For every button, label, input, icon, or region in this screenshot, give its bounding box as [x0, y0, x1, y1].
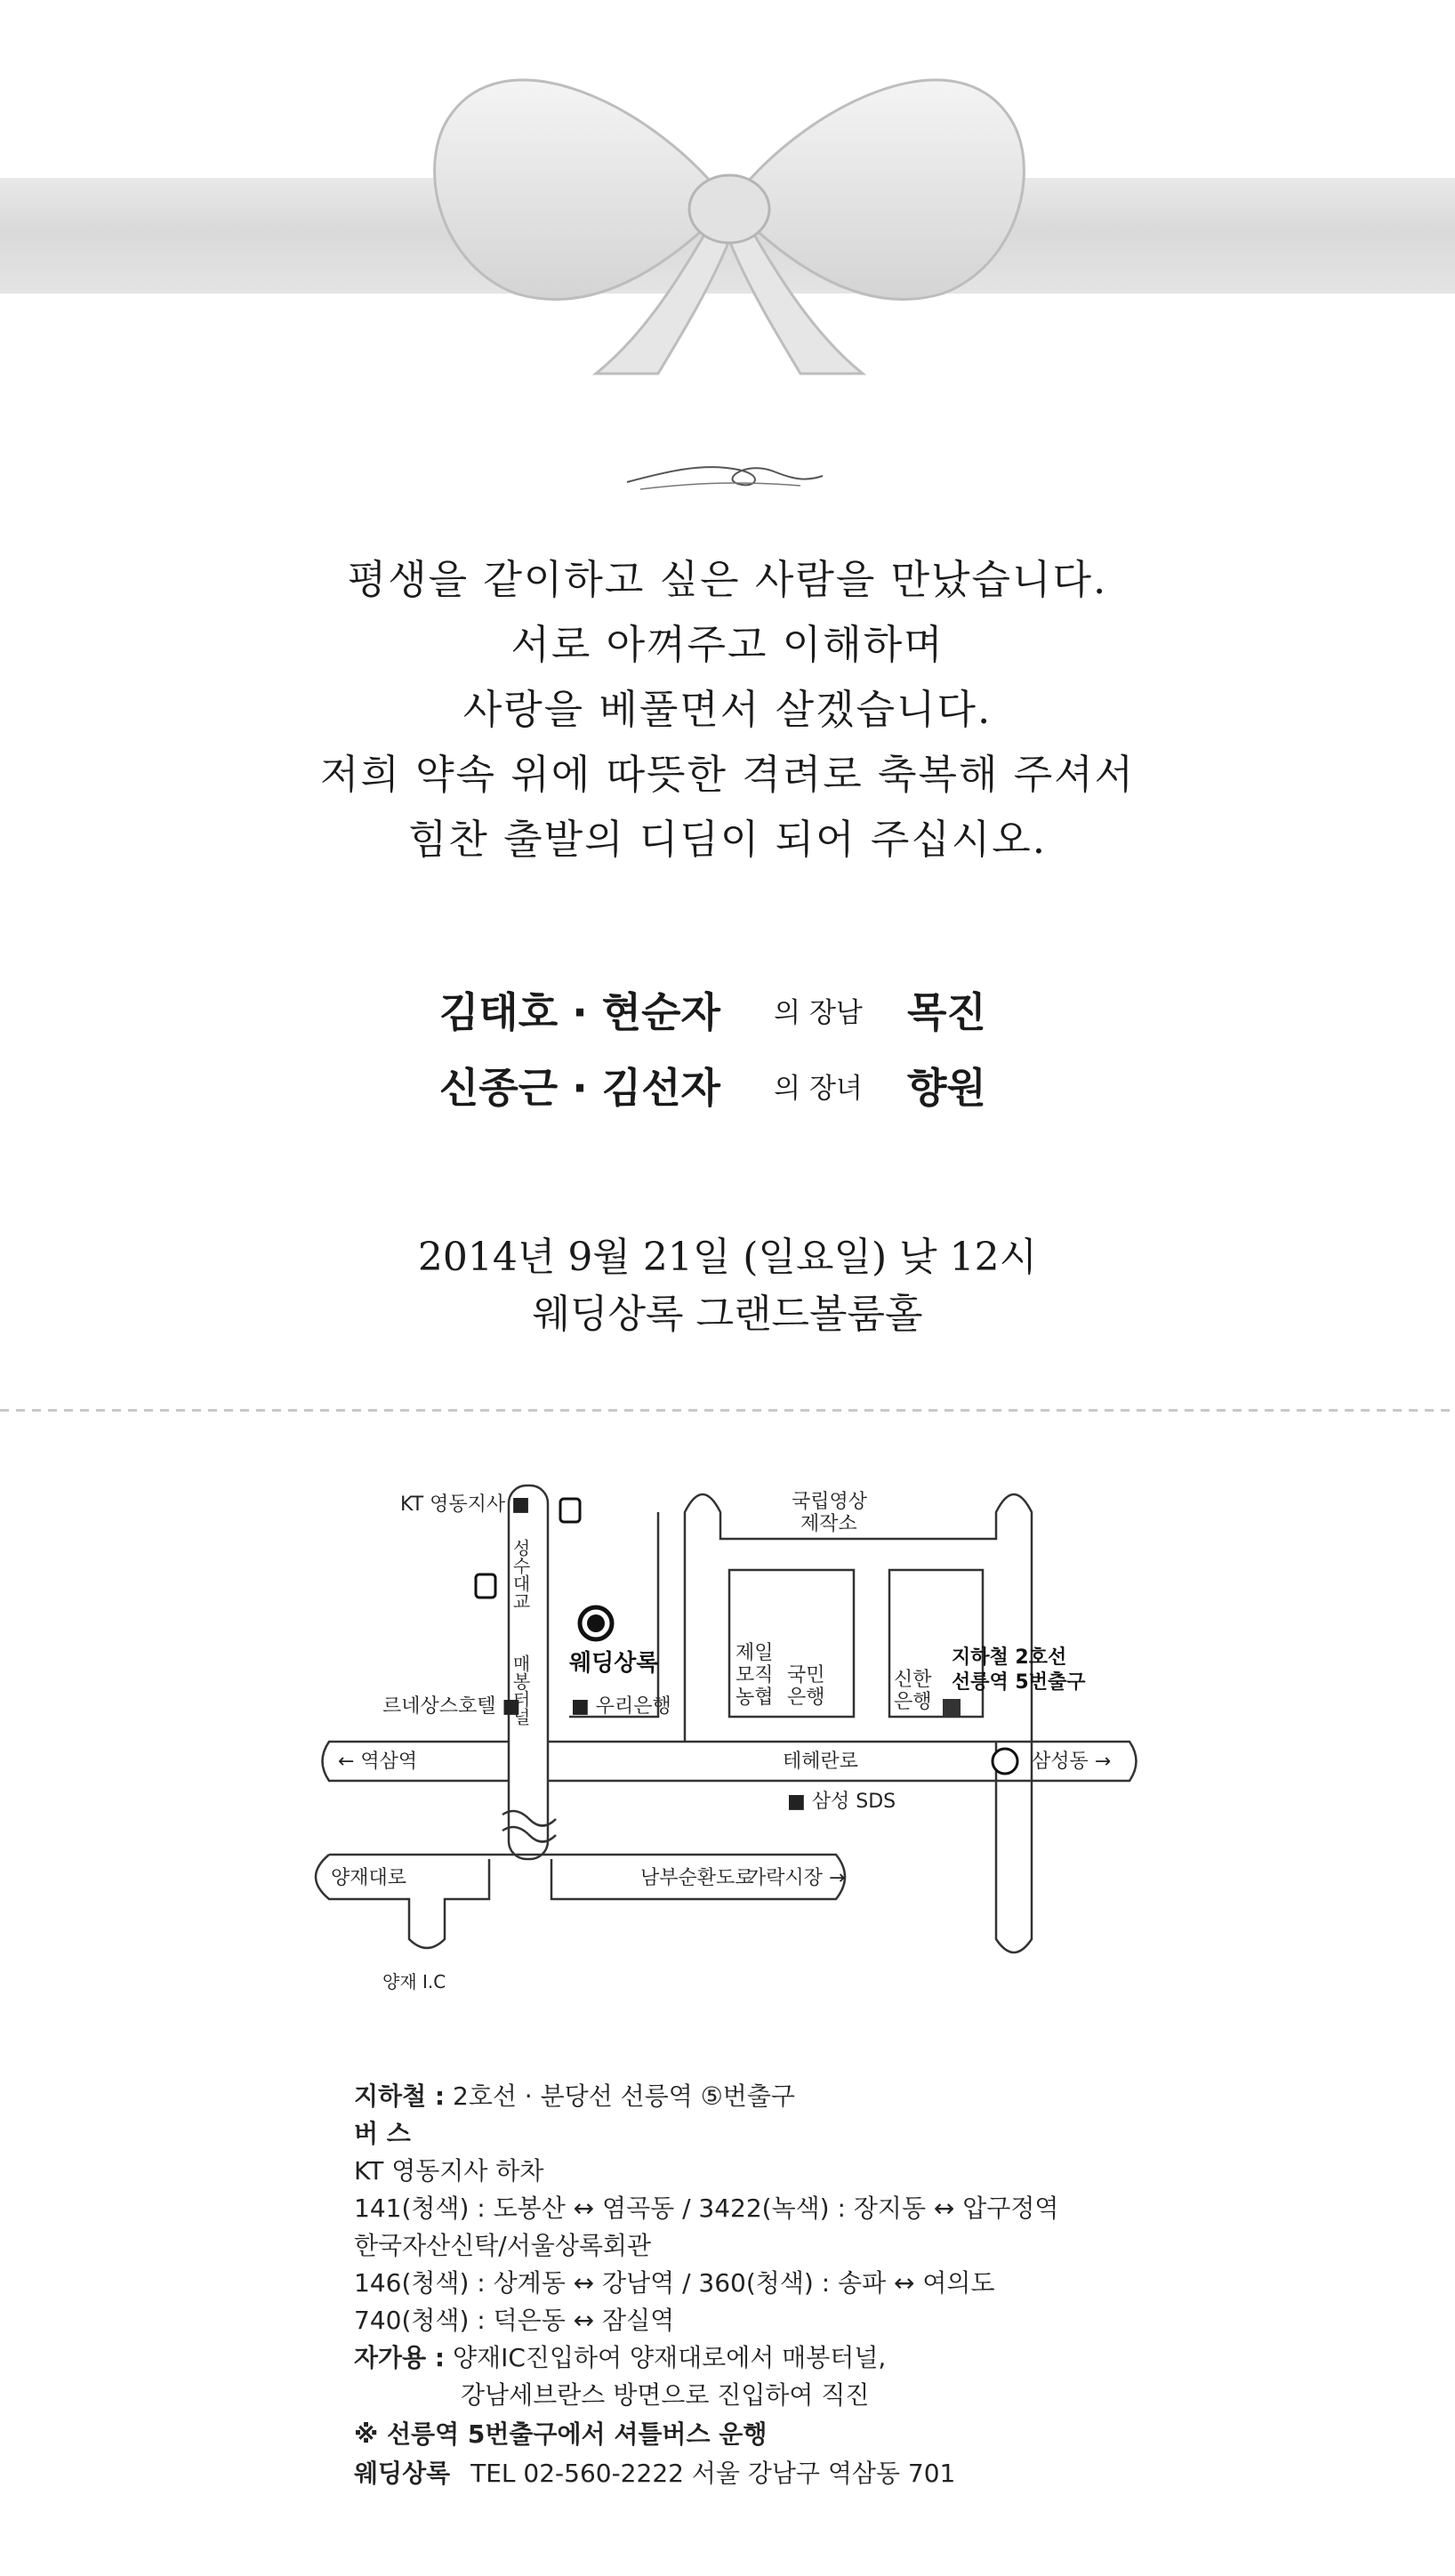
location-map: [302, 1459, 1138, 2081]
map-label-kt: KT 영동지사 ■: [400, 1493, 530, 1516]
bride-name: 향원: [907, 1064, 986, 1112]
map-label-jeil-2: 모직: [736, 1664, 774, 1686]
contact-info: 웨딩상록 TEL 02-560-2222 서울 강남구 역삼동 701: [354, 2459, 956, 2488]
fold-line-divider: [0, 1409, 1455, 1412]
ribbon-bow-icon: [391, 0, 1067, 391]
bride-family-row: [400, 1054, 986, 1116]
map-label-film-1: 국립영상: [792, 1491, 868, 1513]
bus-routes-2: 146(청색) : 상계동 ↔ 강남역 / 360(청색) : 송파 ↔ 여의도: [354, 2268, 995, 2298]
message-line: 저희 약속 위에 따뜻한 격려로 축복해 주셔서: [319, 751, 1136, 798]
map-label-to-yeoksam: ← 역삼역: [338, 1751, 418, 1773]
groom-family-row: [400, 978, 986, 1041]
map-label-seongsu: 성수대교: [510, 1539, 531, 1610]
map-label-film-2: 제작소: [800, 1513, 857, 1535]
map-label-subway-2: 선릉역 5번출구: [952, 1671, 1086, 1694]
event-venue: 웨딩상록 그랜드볼룸홀: [532, 1292, 923, 1337]
map-label-shinhan-1: 신한: [894, 1669, 932, 1691]
map-label-sds: ■ 삼성 SDS: [787, 1791, 896, 1813]
message-line: 서로 아껴주고 이해하며: [510, 621, 945, 668]
bus-stop-sangrok: 한국자산신탁/서울상록회관: [354, 2231, 652, 2260]
map-label-renaissance: 르네상스호텔 ■: [382, 1695, 521, 1718]
map-label-subway-1: 지하철 2호선: [952, 1646, 1067, 1669]
groom-name: 목진: [907, 988, 986, 1036]
map-label-to-garak: 가락시장 →: [747, 1867, 846, 1889]
message-line: 힘찬 출발의 디딤이 되어 주십시오.: [407, 816, 1048, 863]
message-line: 사랑을 베풀면서 살겠습니다.: [462, 686, 993, 733]
map-label-kukmin-2: 은행: [787, 1686, 825, 1709]
bride-relation: 의 장녀: [774, 1072, 863, 1105]
map-label-woori: ■ 우리은행: [571, 1695, 671, 1718]
map-label-teheran: 테헤란로: [783, 1751, 859, 1773]
map-label-nambu: 남부순환도로: [640, 1867, 754, 1889]
map-label-venue: 웨딩상록: [569, 1650, 659, 1677]
invitation-message: [0, 547, 1455, 872]
event-details: [0, 1229, 1455, 1343]
groom-parents: 김태호 · 현순자: [438, 988, 720, 1036]
map-label-yangjae: 양재대로: [331, 1867, 407, 1889]
bus-routes-3: 740(청색) : 덕은동 ↔ 잠실역: [354, 2306, 675, 2335]
map-label-to-samseong: 삼성동 →: [1032, 1751, 1112, 1773]
bus-label: 버 스: [354, 2119, 411, 2148]
map-label-shinhan-2: 은행: [894, 1691, 932, 1713]
map-label-jeil-1: 제일: [736, 1642, 774, 1664]
map-label-maebong: 매봉터널: [510, 1654, 531, 1726]
map-label-jeil-3: 농협: [736, 1686, 774, 1709]
bus-stop-kt: KT 영동지사 하차: [354, 2156, 544, 2186]
event-datetime: 2014년 9월 21일 (일요일) 낮 12시: [417, 1235, 1038, 1280]
car-info: 자가용 : 양재IC진입하여 양재대로에서 매봉터널,: [354, 2343, 887, 2372]
flourish-ornament-icon: [623, 445, 827, 498]
map-label-yangjae-ic: 양재 I.C: [382, 1971, 446, 1992]
shuttle-notice: ※ 선릉역 5번출구에서 셔틀버스 운행: [354, 2419, 768, 2449]
subway-info: 지하철 : 2호선 · 분당선 선릉역 ⑤번출구: [354, 2081, 795, 2111]
bride-parents: 신종근 · 김선자: [438, 1064, 720, 1112]
map-label-kukmin-1: 국민: [787, 1664, 825, 1686]
car-info-2: 강남세브란스 방면으로 진입하여 직진: [461, 2380, 870, 2410]
groom-relation: 의 장남: [774, 996, 863, 1029]
bus-routes-1: 141(청색) : 도봉산 ↔ 염곡동 / 3422(녹색) : 장지동 ↔ 압구정역: [354, 2194, 1059, 2223]
message-line: 평생을 같이하고 싶은 사람을 만났습니다.: [347, 556, 1108, 603]
